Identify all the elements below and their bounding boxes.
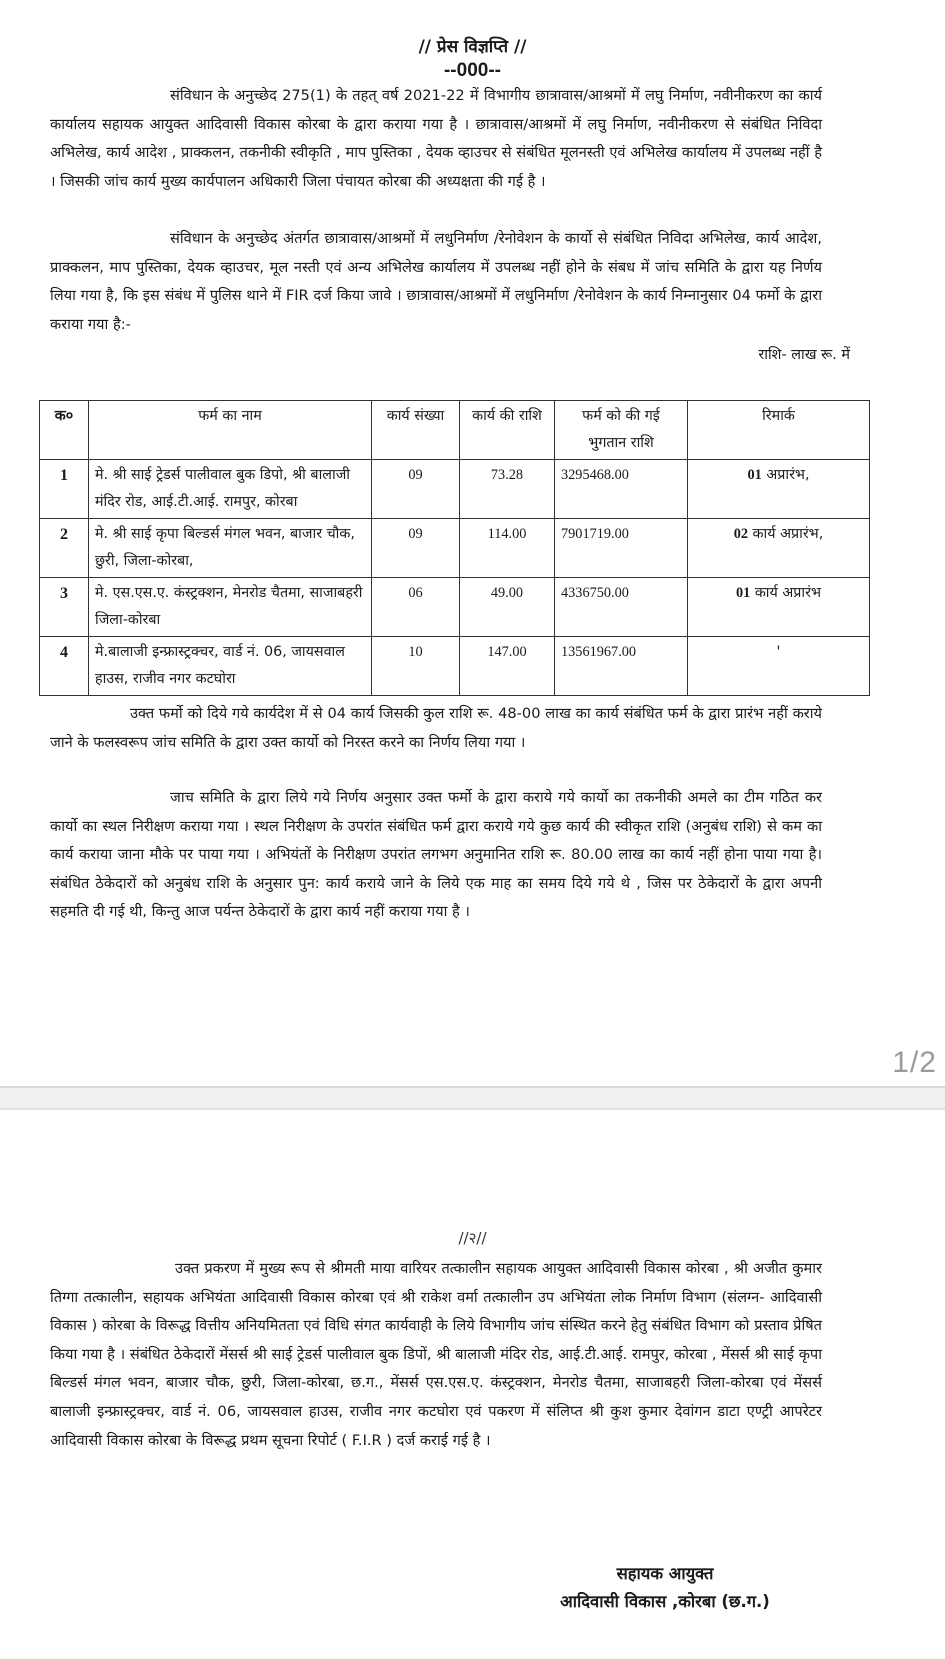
paragraph-2 [50,225,822,339]
row-remark [688,578,870,637]
amount-unit-note: राशि- लाख रू. में [758,347,850,363]
row-amount: 49.00 [460,578,555,637]
remark-text: ' [776,644,781,660]
table-row [40,578,870,637]
paragraph-1-text: संविधान के अनुच्छेद 275(1) के तहत् वर्ष 2021-22 में विभागीय छात्रावास/आश्रमों में लघु निर्माण, नवीनीकरण का कार्य कार्यालय सहायक आयुक्त आदिवासी विकास कोरबा के द्वारा कराया गया है । छात्रावास/आश्रमों में लघु निर्माण, नवीनीकरण से संबंधित निविदा अभिलेख, कार्य आदेश , प्राक्कलन, तकनीकी स्वीकृति , माप पुस्तिका , देयक व्हाउचर से संबंधित मूलनस्ती एवं अभिलेख कार्यालय में उपलब्ध नहीं है । जिसकी जांच कार्य मुख्य कार्यपालन अधिकारी जिला पंचायत कोरबा की अध्यक्षता की गई है । [50,87,822,190]
header-work-count: कार्य संख्या [372,401,460,460]
header-paid-amount: फर्म को की गई भुगतान राशि [555,401,688,460]
header-remark: रिमार्क [688,401,870,460]
remark-number: 01 [747,467,762,483]
row-paid: 7901719.00 [555,519,688,578]
row-remark [688,637,870,696]
table-row [40,637,870,696]
page-indicator: 1/2 [892,1046,937,1079]
row-paid: 13561967.00 [555,637,688,696]
row-serial: 1 [40,460,89,519]
header-work-amount: कार्य की राशि [460,401,555,460]
row-remark [688,460,870,519]
row-count: 06 [372,578,460,637]
row-count: 09 [372,519,460,578]
header-firm-name: फर्म का नाम [89,401,372,460]
signature-office: आदिवासी विकास ,कोरबा (छ.ग.) [560,1592,770,1611]
press-release-subheading: --000-- [443,60,501,81]
paragraph-3 [50,700,822,757]
press-release-heading: // प्रेस विज्ञप्ति // [418,37,527,57]
row-firm: मे.बालाजी इन्फ्रास्ट्रक्चर, वार्ड नं. 06, जायसवाल हाउस, राजीव नगर कटघोरा [89,637,372,696]
paragraph-4 [50,784,822,927]
row-firm: मे. श्री साई कृपा बिल्डर्स मंगल भवन, बाजार चौक, छुरी, जिला-कोरबा, [89,519,372,578]
remark-text: अप्रारंभ, [766,467,810,483]
firms-table [39,400,870,696]
row-remark [688,519,870,578]
remark-text: कार्य अप्रारंभ [754,585,822,601]
remark-number: 01 [735,585,751,601]
row-firm: मे. एस.एस.ए. कंस्ट्रक्शन, मेनरोड चैतमा, साजाबहरी जिला-कोरबा [89,578,372,637]
row-serial: 4 [40,637,89,696]
row-paid: 4336750.00 [555,578,688,637]
paragraph-4-text: जाच समिति के द्वारा लिये गये निर्णय अनुसार उक्त फर्मो के द्वारा कराये गये कार्यो का तकनीकी अमले का टीम गठित कर कार्यो का स्थल निरीक्षण कराया गया । स्थल निरीक्षण के उपरांत संबंधित फर्म द्वारा कराये गये कुछ कार्य की स्वीकृत राशि (अनुबंध राशि) से कम का कार्य कराया जाना मौके पर पाया गया । अभियंतों के निरीक्षण उपरांत लगभग अनुमानित राशि रू. 80.00 लाख का कार्य नहीं होना पाया गया है। संबंधित ठेकेदारों को अनुबंध राशि के अनुसार पुन: कार्य कराये जाने के लिये एक माह का समय दिये गये थे , जिस पर ठेकेदारों के द्वारा अपनी सहमति दी गई थी, किन्तु आज पर्यन्त ठेकेदारों के द्वारा कार्य नहीं कराया गया है । [50,789,822,921]
row-count: 09 [372,460,460,519]
paragraph-3-text: उक्त फर्मो को दिये गये कार्यदेश में से 04 कार्य जिसकी कुल राशि रू. 48-00 लाख का कार्य संबंधित फर्म के द्वारा प्रारंभ नहीं कराये जाने के फलस्वरूप जांच समिति के द्वारा उक्त कार्यो को निरस्त करने का निर्णय लिया गया । [50,705,822,751]
row-count: 10 [372,637,460,696]
page-divider [0,1086,945,1110]
paragraph-2-text: संविधान के अनुच्छेद अंतर्गत छात्रावास/आश्रमों में लधुनिर्माण /रेनोवेशन के कार्यो से संबंधित निविदा अभिलेख, कार्य आदेश, प्राक्कलन, माप पुस्तिका, देयक व्हाउचर, मूल नस्ती एवं अन्य अभिलेख कार्यालय में उपलब्ध नहीं होने के संबध में जांच समिति के द्वारा यह निर्णय लिया गया है, कि इस संबंध में पुलिस थाने में FIR दर्ज किया जावे । छात्रावास/आश्रमों में लधुनिर्माण /रेनोवेशन के कार्य निम्नानुसार 04 फर्मो के द्वारा कराया गया है:- [50,230,822,333]
remark-text: कार्य अप्रारंभ, [752,526,824,542]
remark-number: 02 [733,526,748,542]
header-serial: क० [40,401,89,460]
paragraph-1 [50,82,822,196]
table-row [40,519,870,578]
row-serial: 2 [40,519,89,578]
row-paid: 3295468.00 [555,460,688,519]
row-amount: 114.00 [460,519,555,578]
row-serial: 3 [40,578,89,637]
row-amount: 73.28 [460,460,555,519]
table-header-row [40,401,870,460]
row-firm: मे. श्री साई ट्रेडर्स पालीवाल बुक डिपो, श्री बालाजी मंदिर रोड, आई.टी.आई. रामपुर, कोरबा [89,460,372,519]
row-amount: 147.00 [460,637,555,696]
signature-title: सहायक आयुक्त [616,1564,714,1583]
page-2-paragraph-text: उक्त प्रकरण में मुख्य रूप से श्रीमती माया वारियर तत्कालीन सहायक आयुक्त आदिवासी विकास कोरबा , श्री अजीत कुमार तिग्गा तत्कालीन, सहायक अभियंता आदिवासी विकास कोरबा एवं श्री राकेश वर्मा तत्कालीन उप अभियंता लोक निर्माण विभाग (संलग्न- आदिवासी विकास ) कोरबा के विरूद्ध वित्तीय अनियमितता एवं विधि संगत कार्यवाही के लिये विभागीय जांच संस्थित करने हेतु संबंधित विभाग को प्रस्ताव प्रेषित किया गया है । संबंधित ठेकेदारों मेंसर्स श्री साई ट्रेडर्स पालीवाल बुक डिपों, श्री बालाजी मंदिर रोड, आई.टी.आई. रामपुर, कोरबा , मेंसर्स श्री साई कृपा बिल्डर्स मंगल भवन, बाजार चौक, छुरी, जिला-कोरबा, छ.ग., मेंसर्स एस.एस.ए. कंस्ट्रक्शन, मेनरोड चैतमा, साजाबहरी जिला-कोरबा एवं मेंसर्स बालाजी इन्फ्रास्ट्रक्चर, वार्ड नं. 06, जायसवाल हाउस, राजीव नगर कटघोरा एवं पकरण में संलिप्त श्री कुश कुमार देवांगन डाटा एण्ट्री आपरेटर आदिवासी विकास कोरबा के विरूद्ध प्रथम सूचना रिपोर्ट ( F.I.R ) दर्ज कराई गई है । [50,1260,822,1449]
page-2-paragraph [50,1255,822,1455]
page-2-heading: //२// [458,1229,487,1247]
table-row [40,460,870,519]
